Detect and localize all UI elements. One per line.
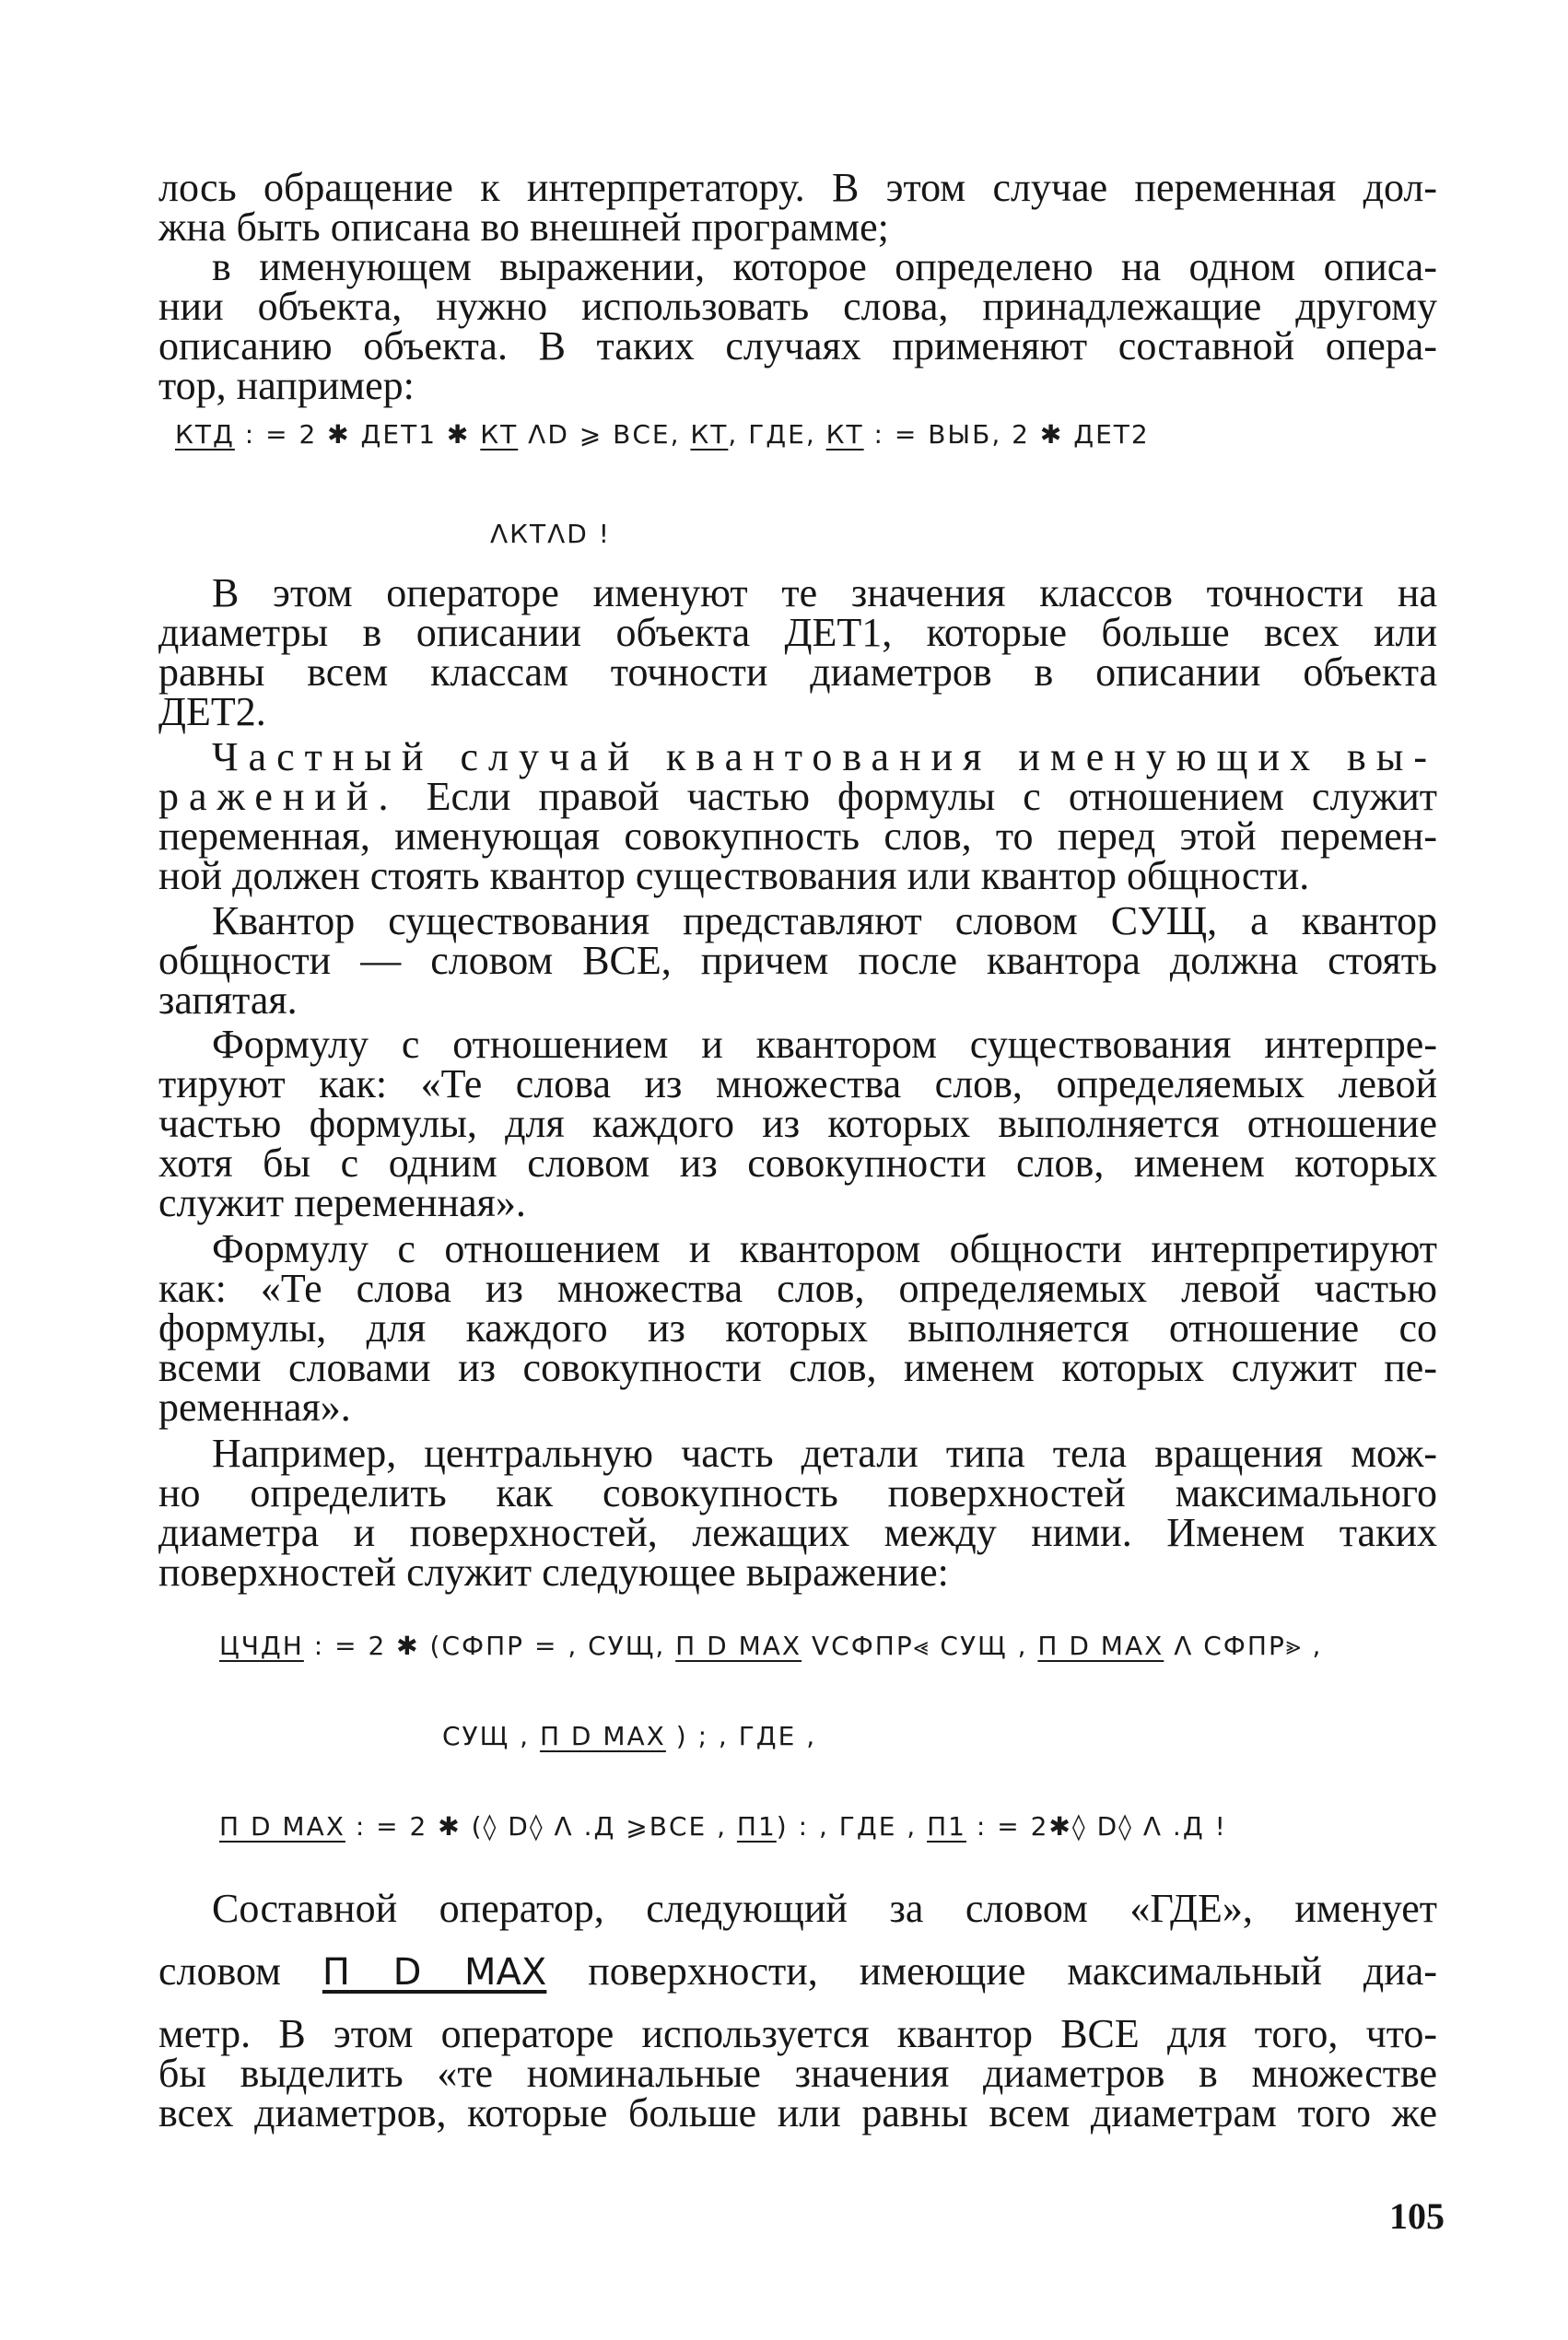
code-token: П D MAX (219, 1811, 345, 1842)
paragraph (158, 1886, 1437, 1931)
text-fragment: поверхности, имеющие максимальный диа- (588, 1948, 1437, 1994)
text-line: нии объекта, нужно использовать слова, принадлежащие другому (158, 284, 1437, 329)
code-token: : = 2 ✱ (◊ D◊ Λ .Д ⩾ВСЕ , (345, 1811, 737, 1842)
text-line: Формулу с отношением и квантором существования интерпре- (212, 1022, 1437, 1067)
text-line: запятая. (158, 977, 298, 1023)
code-token: ) : , ГДЕ , (776, 1811, 928, 1842)
code-token: П D MAX (675, 1631, 802, 1661)
text-line: переменная, именующая совокупность слов, то перед этой перемен- (158, 813, 1437, 859)
code-token: КТ (825, 419, 864, 450)
text-line: ной должен стоять квантор существования или квантор общности. (158, 853, 1310, 898)
code-line: ΛКТΛD ! (490, 519, 611, 549)
code-token: КТ (480, 419, 519, 450)
text-line: хотя бы с одним словом из совокупности слов, именем которых (158, 1141, 1437, 1186)
page-number: 105 (1389, 2195, 1445, 2237)
paragraph (158, 734, 1438, 898)
text-line: равны всем классам точности диаметров в описании объекта (158, 649, 1437, 695)
code-token: , ГДЕ, (728, 419, 826, 450)
code-token: КТД (175, 419, 235, 450)
code-token: КТ (690, 419, 729, 450)
paragraph (158, 570, 1437, 734)
text-line: но определить как совокупность поверхностей максимального (158, 1470, 1437, 1515)
text-line: служит переменная». (158, 1180, 526, 1225)
code-token: : = 2✱◊ D◊ Λ .Д ! (965, 1811, 1227, 1842)
text-line: всеми словами из совокупности слов, именем которых служит пе- (158, 1345, 1437, 1390)
text-line: тор, например: (158, 363, 415, 408)
code-token: СУЩ , (442, 1721, 540, 1751)
text-line: Составной оператор, следующий за словом «ГДЕ», именует (212, 1886, 1437, 1931)
text-line: частью формулы, для каждого из которых выполняется отношение (158, 1101, 1437, 1146)
paragraph (158, 1226, 1437, 1430)
text-line: В этом операторе именуют те значения классов точности на (212, 570, 1437, 615)
text-line: ременная». (158, 1385, 351, 1430)
spaced-heading: ражений. (158, 774, 399, 819)
paragraph (158, 165, 1437, 250)
code-token: П D MAX (539, 1721, 666, 1751)
text-line: бы выделить «те номинальные значения диаметров в множестве (158, 2051, 1437, 2096)
code-token: П D MAX (1037, 1631, 1164, 1661)
code-line (219, 1631, 1322, 1662)
text-fragment: Если правой частью формулы с отношением служит (426, 774, 1438, 819)
text-line: диаметры в описании объекта ДЕТ1, которые больше всех или (158, 610, 1437, 655)
code-token: ) ; , ГДЕ , (665, 1721, 817, 1751)
paragraph (158, 898, 1437, 1023)
text-line: диаметра и поверхностей, лежащих между ними. Именем таких (158, 1510, 1437, 1555)
code-token: : = 2 ✱ (СФПР = , СУЩ, (303, 1631, 676, 1661)
code-token: ЦЧДН (219, 1631, 304, 1661)
spaced-heading: Частный случай квантования именующих вы- (212, 734, 1437, 779)
paragraph (158, 1024, 1437, 1223)
text-line: формулы, для каждого из которых выполняется отношение со (158, 1305, 1437, 1351)
text-line: Квантор существования представляют словом СУЩ, а квантор (212, 898, 1437, 943)
code-line (175, 419, 1150, 450)
text-line: поверхностей служит следующее выражение: (158, 1550, 949, 1595)
code-token: Λ СФПР⪢ , (1164, 1631, 1323, 1661)
code-token: : = 2 ✱ ДЕТ1 ✱ (234, 419, 481, 450)
text-line: всех диаметров, которые больше или равны всем диаметрам того же (158, 2090, 1437, 2135)
paragraph (158, 1948, 1437, 1994)
code-token: ΛD ⩾ ВСЕ, (518, 419, 691, 450)
text-line: Формулу с отношением и квантором общности интерпретируют (212, 1226, 1437, 1271)
text-line (158, 1948, 1437, 1994)
text-line: описанию объекта. В таких случаях применяют составной опера- (158, 323, 1437, 369)
paragraph (158, 2011, 1437, 2135)
text-line: ДЕТ2. (158, 689, 266, 734)
text-line: в именующем выражении, которое определено на одном описа- (212, 244, 1437, 289)
inline-code: П D MAX (322, 1951, 547, 1994)
text-line: жна быть описана во внешней программе; (158, 205, 889, 250)
text-line: общности — словом ВСЕ, причем после квантора должна стоять (158, 938, 1437, 983)
text-line (158, 774, 1438, 819)
code-token: VСФПР⪡ СУЩ , (802, 1631, 1038, 1661)
paragraph (158, 244, 1437, 408)
text-line (158, 734, 1437, 779)
text-fragment: словом (158, 1948, 281, 1994)
text-line: Например, центральную часть детали типа тела вращения мож- (212, 1431, 1437, 1476)
text-line: как: «Те слова из множества слов, определяемых левой частью (158, 1266, 1437, 1311)
paragraph (158, 1431, 1437, 1595)
code-line (219, 1811, 1227, 1842)
code-line (442, 1721, 816, 1751)
code-token: : = ВЫБ, 2 ✱ ДЕТ2 (863, 419, 1150, 450)
code-token: П1 (927, 1811, 966, 1842)
text-line: лось обращение к интерпретатору. В этом случае переменная дол- (158, 165, 1437, 210)
code-token: П1 (736, 1811, 777, 1842)
text-line: тируют как: «Те слова из множества слов, определяемых левой (158, 1061, 1437, 1106)
text-line: метр. В этом операторе используется квантор ВСЕ для того, что- (158, 2011, 1437, 2056)
